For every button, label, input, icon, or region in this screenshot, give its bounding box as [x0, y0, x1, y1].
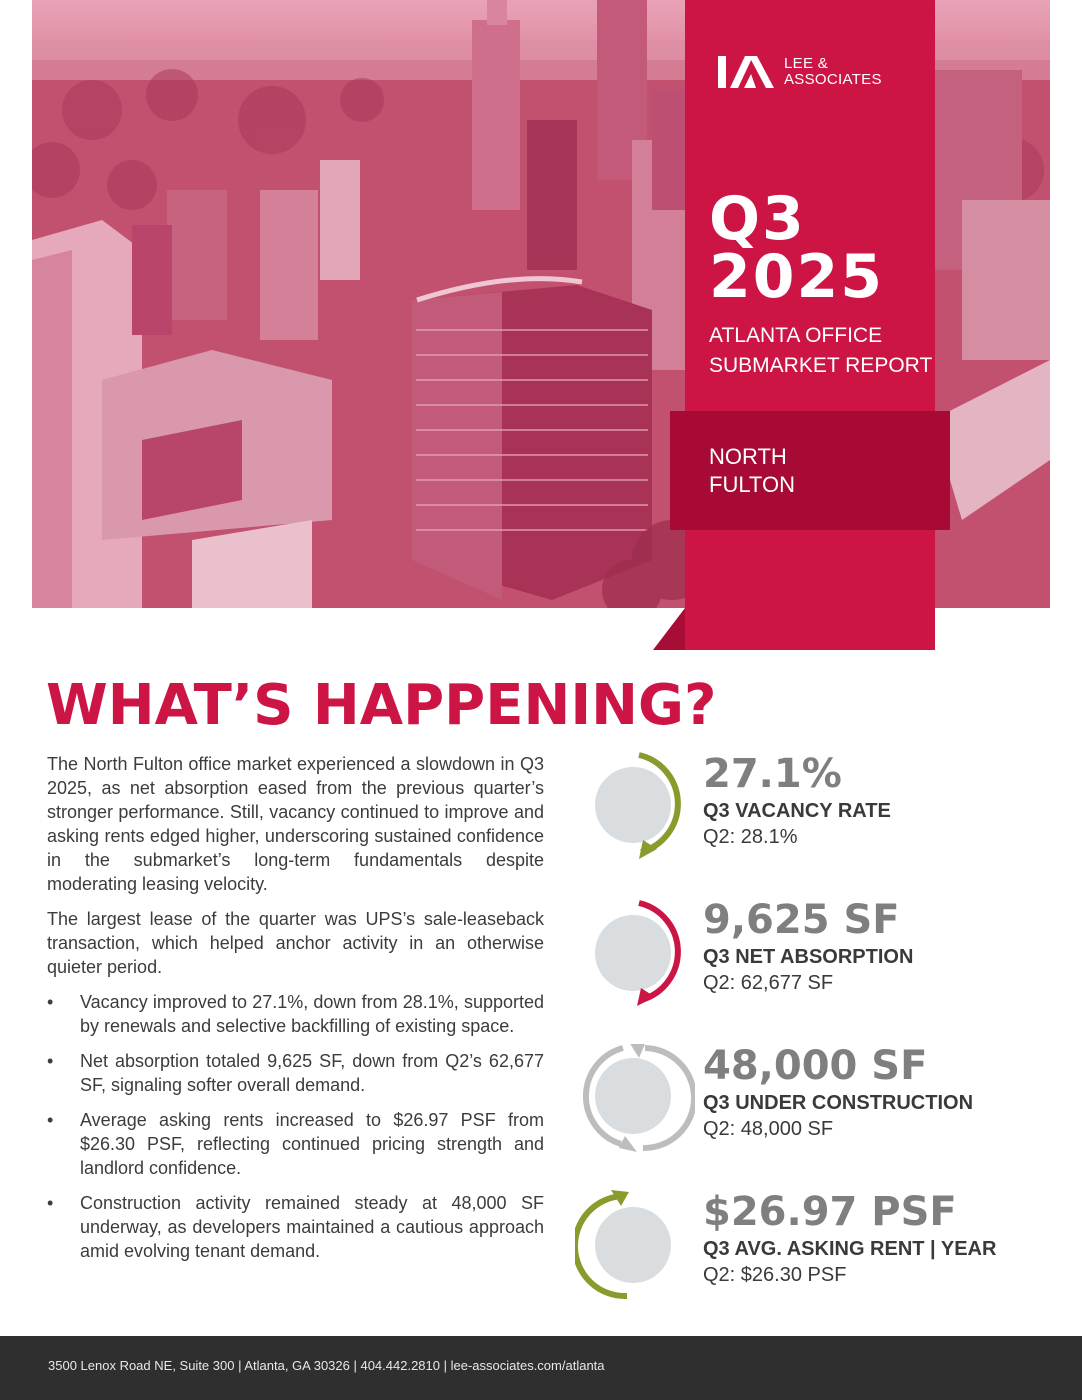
- list-item-text: Net absorption totaled 9,625 SF, down from Q2’s 62,677 SF, signaling softer overall demand.: [80, 1051, 544, 1095]
- cycle-arrows-icon: [575, 1044, 695, 1154]
- page-footer: [0, 1336, 1082, 1400]
- stat-asking-rent: [575, 1190, 1055, 1300]
- section-headline: WHAT’S HAPPENING?: [46, 673, 717, 738]
- stat-label: Q3 VACANCY RATE: [703, 800, 891, 822]
- stat-value: 27.1%: [703, 751, 842, 797]
- stat-label: Q3 NET ABSORPTION: [703, 946, 914, 968]
- submarket-badge: [670, 411, 950, 530]
- highlights-list: [47, 990, 544, 1263]
- stat-previous: Q2: $26.30 PSF: [703, 1264, 847, 1286]
- bullet-icon: •: [47, 1051, 54, 1071]
- stat-previous: Q2: 62,677 SF: [703, 972, 834, 994]
- panel-notch-decoration: [653, 608, 685, 650]
- arrow-up-icon: [575, 1190, 695, 1300]
- company-logo: [718, 54, 908, 90]
- list-item-text: Average asking rents increased to $26.97 PSF from $26.30 PSF, reflecting continued pricing strength and landlord confidence.: [80, 1110, 544, 1178]
- paragraph: The largest lease of the quarter was UPS’s sale-leaseback transaction, which helped anchor activity in an otherwise quieter period.: [47, 909, 544, 977]
- submarket-name: [709, 443, 795, 499]
- logo-wordmark: [784, 56, 882, 88]
- stat-net-absorption: [575, 898, 1055, 1008]
- list-item-text: Vacancy improved to 27.1%, down from 28.1%, supported by renewals and selective backfilling of existing space.: [80, 992, 544, 1036]
- year-label: 2025: [709, 242, 884, 312]
- paragraph: The North Fulton office market experienced a slowdown in Q3 2025, as net absorption eased from the previous quarter’s stronger performance. Still, vacancy continued to improve and asking rents edged higher, underscoring sustained confidence in the submarket’s long-term fundamentals despite moderating leasing velocity.: [47, 754, 544, 894]
- stat-under-construction: [575, 1044, 1055, 1154]
- quarter-label: Q3: [709, 184, 806, 254]
- stat-value: $26.97 PSF: [703, 1189, 957, 1235]
- stat-label: Q3 AVG. ASKING RENT | YEAR: [703, 1238, 997, 1260]
- list-item: [47, 1191, 544, 1263]
- submarket-line2: FULTON: [709, 472, 795, 497]
- list-item: [47, 1049, 544, 1097]
- arrow-down-icon: [575, 752, 695, 862]
- bullet-icon: •: [47, 1193, 54, 1213]
- logo-text-line1: LEE &: [784, 55, 829, 72]
- report-title-line2: SUBMARKET REPORT: [709, 354, 933, 377]
- report-title: [709, 321, 932, 381]
- list-item: [47, 990, 544, 1038]
- stat-previous: Q2: 28.1%: [703, 826, 798, 848]
- bullet-icon: •: [47, 1110, 54, 1130]
- submarket-line1: NORTH: [709, 444, 787, 469]
- report-title-line1: ATLANTA OFFICE: [709, 324, 883, 347]
- arrow-down-icon: [575, 898, 695, 1008]
- bullet-icon: •: [47, 992, 54, 1012]
- market-commentary: [47, 752, 544, 1274]
- stat-value: 9,625 SF: [703, 897, 900, 943]
- footer-contact: 3500 Lenox Road NE, Suite 300 | Atlanta, GA 30326 | 404.442.2810 | lee-associates.com/atlanta: [48, 1358, 605, 1373]
- stat-previous: Q2: 48,000 SF: [703, 1118, 834, 1140]
- lee-associates-logo-icon: [718, 54, 776, 90]
- logo-text-line2: ASSOCIATES: [784, 71, 882, 88]
- list-item: [47, 1108, 544, 1180]
- list-item-text: Construction activity remained steady at 48,000 SF underway, as developers maintained a cautious approach amid evolving tenant demand.: [80, 1193, 544, 1261]
- stat-vacancy-rate: [575, 752, 1055, 862]
- stat-label: Q3 UNDER CONSTRUCTION: [703, 1092, 974, 1114]
- report-quarter: [709, 184, 884, 312]
- stat-value: 48,000 SF: [703, 1043, 928, 1089]
